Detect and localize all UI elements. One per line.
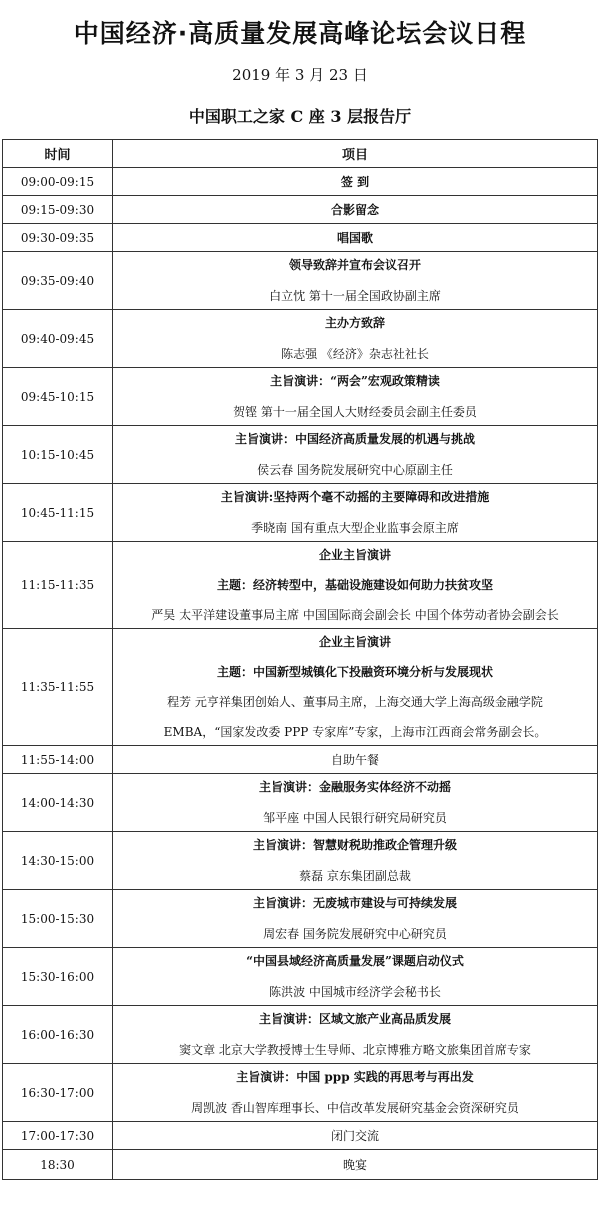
time-cell: 14:30-15:00: [3, 832, 113, 890]
item-cell: [113, 426, 598, 484]
item-cell: [113, 774, 598, 832]
speaker-line: 陈志强 《经济》杂志社社长: [281, 347, 429, 361]
table-row: [3, 890, 598, 948]
table-row: [3, 224, 598, 252]
table-row: [3, 310, 598, 368]
schedule-table: [2, 139, 598, 1180]
time-cell: 10:15-10:45: [3, 426, 113, 484]
table-row: [3, 426, 598, 484]
item-title: 唱国歌: [336, 230, 373, 245]
table-row: [3, 168, 598, 196]
time-cell: 18:30: [3, 1150, 113, 1180]
time-cell: 09:00-09:15: [3, 168, 113, 196]
item-title: 主题：经济转型中，基础设施建设如何助力扶贫攻坚: [216, 578, 493, 592]
table-row: [3, 1122, 598, 1150]
speaker-line: 闭门交流: [330, 1128, 379, 1143]
item-cell: [113, 368, 598, 426]
item-cell: [113, 1150, 598, 1180]
speaker-line: 周凯波 香山智库理事长、中信改革发展研究基金会资深研究员: [191, 1101, 519, 1115]
table-row: [3, 1006, 598, 1064]
speaker-line: 周宏春 国务院发展研究中心研究员: [263, 927, 447, 941]
speaker-line: 侯云春 国务院发展研究中心原副主任: [257, 463, 453, 477]
item-title: 主办方致辞: [324, 316, 385, 330]
event-venue: 中国职工之家 C 座 3 层报告厅: [188, 107, 412, 126]
time-cell: 16:00-16:30: [3, 1006, 113, 1064]
table-row: [3, 196, 598, 224]
item-title: 签 到: [340, 174, 370, 189]
table-row: [3, 774, 598, 832]
speaker-line: 陈洪波 中国城市经济学会秘书长: [269, 985, 441, 999]
time-cell: 09:30-09:35: [3, 224, 113, 252]
speaker-line: 白立忱 第十一届全国政协副主席: [269, 289, 441, 303]
item-title: 领导致辞并宣布会议召开: [288, 258, 421, 272]
table-row: [3, 368, 598, 426]
time-cell: 14:00-14:30: [3, 774, 113, 832]
item-cell: [113, 252, 598, 310]
time-cell: 16:30-17:00: [3, 1064, 113, 1122]
table-row: [3, 484, 598, 542]
time-cell: 11:55-14:00: [3, 746, 113, 774]
item-title: 主旨演讲：金融服务实体经济不动摇: [258, 780, 451, 794]
time-cell: 09:40-09:45: [3, 310, 113, 368]
time-cell: 09:15-09:30: [3, 196, 113, 224]
item-cell: [113, 484, 598, 542]
time-cell: 11:35-11:55: [3, 629, 113, 746]
item-title: 主旨演讲：智慧财税助推政企管理升级: [252, 838, 457, 852]
table-header-row: [3, 140, 598, 168]
speaker-line: 蔡磊 京东集团副总裁: [299, 869, 411, 883]
speaker-line: EMBA，“国家发改委 PPP 专家库”专家，上海市江西商会常务副会长。: [163, 725, 547, 739]
column-header-time: 时间: [3, 140, 113, 168]
item-cell: [113, 168, 598, 196]
table-row: [3, 629, 598, 746]
item-cell: [113, 224, 598, 252]
table-row: [3, 832, 598, 890]
time-cell: 11:15-11:35: [3, 542, 113, 629]
item-cell: [113, 1122, 598, 1150]
speaker-line: 自助午餐: [330, 752, 379, 767]
item-cell: [113, 746, 598, 774]
item-cell: [113, 832, 598, 890]
table-row: [3, 1150, 598, 1180]
item-cell: [113, 310, 598, 368]
item-title: 合影留念: [330, 202, 379, 217]
speaker-line: 邹平座 中国人民银行研究局研究员: [263, 811, 447, 825]
item-title: 主题：中国新型城镇化下投融资环境分析与发展现状: [216, 665, 493, 679]
item-cell: [113, 542, 598, 629]
item-cell: [113, 196, 598, 224]
table-row: [3, 746, 598, 774]
item-title: 主旨演讲：无废城市建设与可持续发展: [252, 896, 457, 910]
time-cell: 17:00-17:30: [3, 1122, 113, 1150]
speaker-line: 窦文章 北京大学教授博士生导师、北京博雅方略文旅集团首席专家: [179, 1043, 531, 1057]
speaker-line: 程芳 元亨祥集团创始人、董事局主席，上海交通大学上海高级金融学院: [167, 695, 543, 709]
speaker-line: 晚宴: [342, 1157, 367, 1172]
speaker-line: 严昊 太平洋建设董事局主席 中国国际商会副会长 中国个体劳动者协会副会长: [151, 608, 559, 622]
speaker-line: 贺铿 第十一届全国人大财经委员会副主任委员: [233, 405, 477, 419]
table-row: [3, 542, 598, 629]
item-cell: [113, 1064, 598, 1122]
time-cell: 15:00-15:30: [3, 890, 113, 948]
item-cell: [113, 890, 598, 948]
item-title: 主旨演讲：区域文旅产业高品质发展: [258, 1012, 451, 1026]
item-title: 企业主旨演讲: [318, 548, 391, 562]
item-title: “中国县域经济高质量发展”课题启动仪式: [246, 954, 464, 968]
speaker-line: 季晓南 国有重点大型企业监事会原主席: [251, 521, 459, 535]
time-cell: 10:45-11:15: [3, 484, 113, 542]
item-title: 主旨演讲：中国经济高质量发展的机遇与挑战: [234, 432, 475, 446]
table-row: [3, 948, 598, 1006]
time-cell: 15:30-16:00: [3, 948, 113, 1006]
item-cell: [113, 1006, 598, 1064]
item-cell: [113, 948, 598, 1006]
item-title: 主旨演讲：中国 ppp 实践的再思考与再出发: [236, 1070, 474, 1084]
table-row: [3, 252, 598, 310]
time-cell: 09:45-10:15: [3, 368, 113, 426]
table-row: [3, 1064, 598, 1122]
item-title: 主旨演讲:坚持两个毫不动摇的主要障碍和改进措施: [220, 490, 490, 504]
time-cell: 09:35-09:40: [3, 252, 113, 310]
item-cell: [113, 629, 598, 746]
column-header-item: 项目: [113, 140, 598, 168]
item-title: 企业主旨演讲: [318, 635, 391, 649]
item-title: 主旨演讲：“两会”宏观政策精读: [270, 374, 440, 388]
page-title: 中国经济·高质量发展高峰论坛会议日程: [73, 19, 527, 48]
event-date: 2019 年 3 月 23 日: [232, 66, 368, 84]
